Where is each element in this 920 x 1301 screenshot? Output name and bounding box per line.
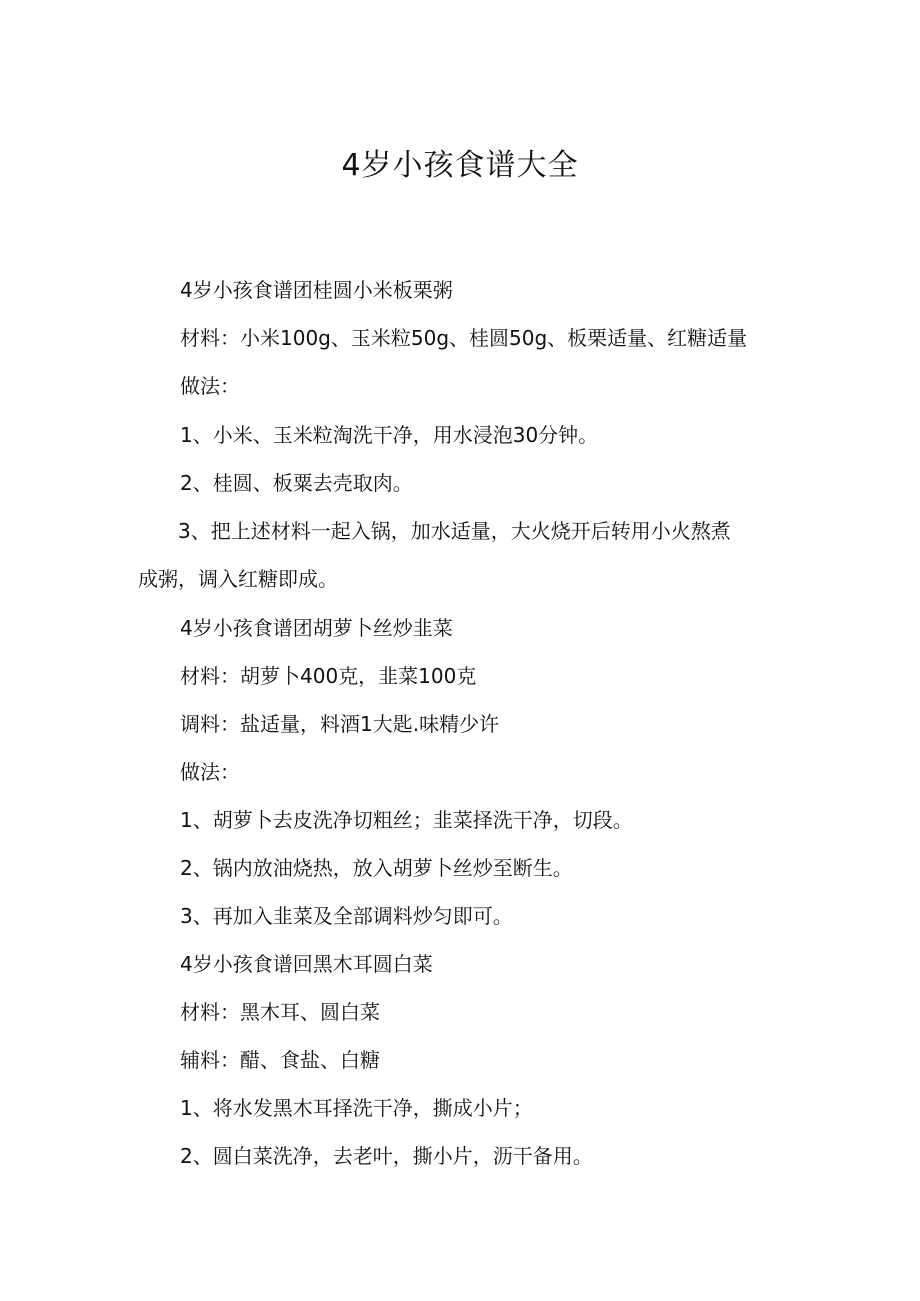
recipe-2-seasoning: 调料：盐适量，料酒1大匙.味精少许 — [180, 712, 500, 736]
recipe-1-method-label: 做法： — [180, 374, 240, 398]
recipe-1-heading: 4岁小孩食谱团桂圆小米板栗粥 — [180, 278, 453, 302]
recipe-2-heading: 4岁小孩食谱团胡萝卜丝炒韭菜 — [180, 616, 453, 640]
recipe-1-ingredients: 材料：小米100g、玉米粒50g、桂圆50g、板栗适量、红糖适量 — [180, 326, 748, 350]
recipe-3-step-2: 2、圆白菜洗净，去老叶，撕小片，沥干备用。 — [180, 1144, 593, 1168]
recipe-1-step-2: 2、桂圆、板粟去壳取肉。 — [180, 471, 413, 495]
recipe-3-step-1: 1、将水发黑木耳择洗干净，撕成小片； — [180, 1096, 533, 1120]
recipe-2-step-3: 3、再加入韭菜及全部调料炒匀即可。 — [180, 904, 513, 928]
recipe-1-step-3: 3、把上述材料一起入锅，加水适量，大火烧开后转用小火熬煮 — [178, 519, 731, 543]
recipe-2-method-label: 做法： — [180, 760, 240, 784]
recipe-2-step-1: 1、胡萝卜去皮洗净切粗丝；韭菜择洗干净，切段。 — [180, 808, 633, 832]
page-title: 4岁小孩食谱大全 — [341, 148, 579, 183]
recipe-3-ingredients: 材料：黑木耳、圆白菜 — [180, 1000, 380, 1024]
recipe-3-supplementary: 辅料：醋、食盐、白糖 — [180, 1048, 380, 1072]
recipe-2-ingredients: 材料：胡萝卜400克，韭菜100克 — [180, 664, 477, 688]
recipe-1-step-3-continued: 成粥，调入红糖即成。 — [138, 567, 338, 591]
recipe-2-step-2: 2、锅内放油烧热，放入胡萝卜丝炒至断生。 — [180, 856, 573, 880]
recipe-1-step-1: 1、小米、玉米粒淘洗干净，用水浸泡30分钟。 — [180, 423, 599, 447]
recipe-3-heading: 4岁小孩食谱回黑木耳圆白菜 — [180, 952, 433, 976]
